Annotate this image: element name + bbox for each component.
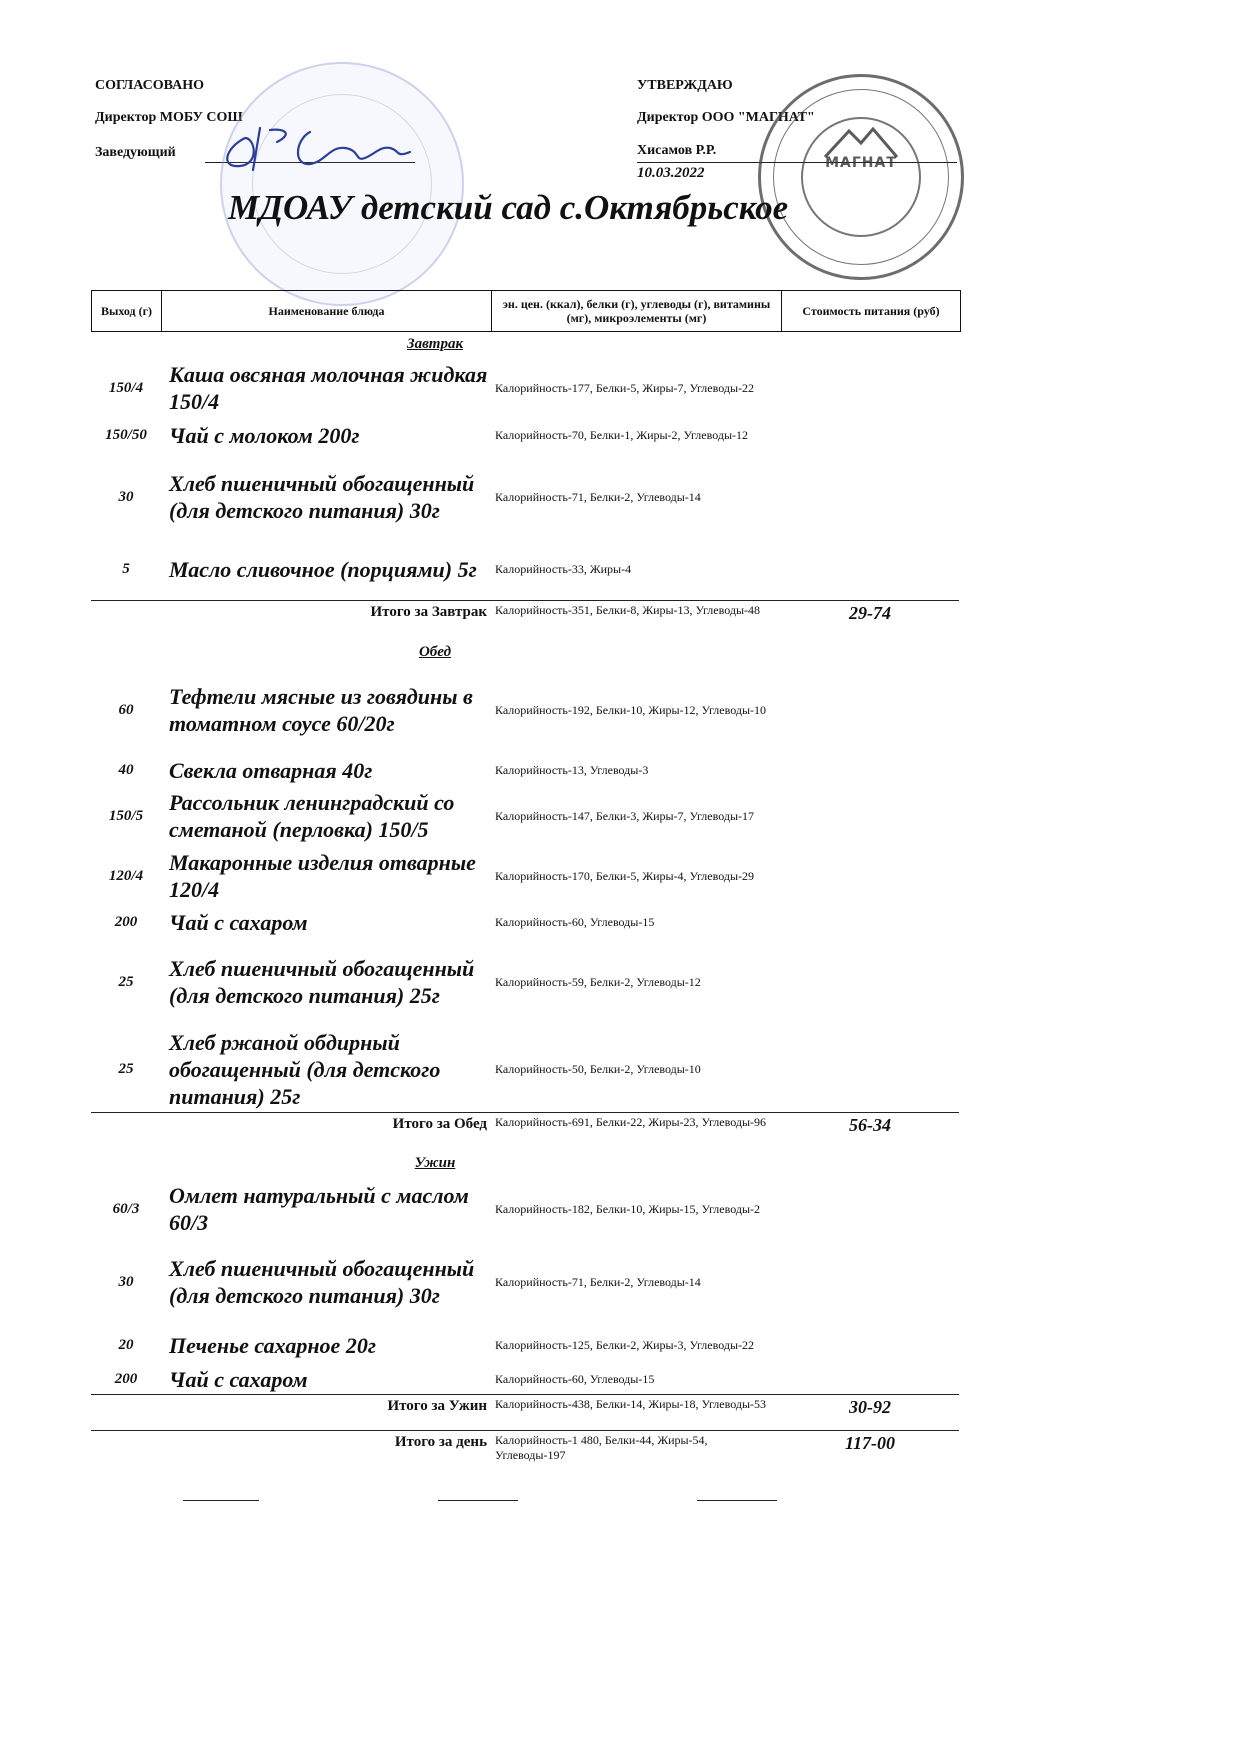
item-name: Рассольник ленинградский со сметаной (перловка) 150/5 — [169, 790, 455, 842]
signature-line-3 — [697, 1500, 777, 1501]
total-row-dinner — [91, 1397, 959, 1418]
approval-date: 10.03.2022 — [637, 165, 705, 181]
item-name: Чай с сахаром — [169, 909, 308, 935]
table-row — [91, 541, 959, 597]
table-row — [91, 907, 959, 937]
table-row — [91, 1181, 959, 1237]
col-output-header: Выход (г) — [92, 291, 162, 331]
item-name: Чай с сахаром — [169, 1366, 308, 1392]
item-name: Печенье сахарное 20г — [169, 1332, 376, 1358]
total-row-day — [91, 1433, 959, 1463]
table-header — [91, 290, 961, 332]
approve-label: УТВЕРЖДАЮ — [637, 78, 733, 93]
item-output: 60/3 — [112, 1200, 140, 1217]
total-cost: 30-92 — [849, 1397, 891, 1417]
right-name-label: Хисамов Р.Р. — [637, 143, 717, 158]
stamp-label: МАГНАТ — [825, 155, 897, 171]
item-name: Хлеб ржаной обдирный обогащенный (для детского питания) 25г — [169, 1029, 441, 1109]
item-nutrition: Калорийность-13, Углеводы-3 — [495, 762, 649, 777]
item-nutrition: Калорийность-59, Белки-2, Углеводы-12 — [495, 974, 701, 989]
table-row — [91, 940, 959, 1024]
item-nutrition: Калорийность-182, Белки-10, Жиры-15, Углеводы-2 — [495, 1201, 761, 1216]
head-label: Заведующий — [95, 145, 176, 160]
total-cost: 117-00 — [844, 1433, 895, 1453]
table-row — [91, 455, 959, 539]
signature-line-2 — [438, 1500, 518, 1501]
blue-stamp — [220, 62, 464, 306]
item-output: 200 — [114, 1370, 138, 1387]
stamp-mountain-icon — [823, 125, 899, 159]
item-nutrition: Калорийность-147, Белки-3, Жиры-7, Углеводы-17 — [495, 808, 755, 823]
table-row — [91, 418, 959, 452]
total-nutrition: Калорийность-351, Белки-8, Жиры-13, Углеводы-48 — [495, 603, 761, 617]
company-stamp — [758, 74, 964, 280]
item-output: 200 — [114, 913, 138, 930]
table-row — [91, 360, 959, 416]
total-row-breakfast — [91, 603, 959, 624]
item-name: Чай с молоком 200г — [169, 422, 360, 448]
left-director-label: Директор МОБУ СОШ — [95, 110, 243, 125]
item-name: Свекла отварная 40г — [169, 757, 373, 783]
total-label: Итого за день — [394, 1434, 487, 1450]
item-output: 60 — [118, 701, 134, 718]
agreed-label: СОГЛАСОВАНО — [95, 78, 204, 93]
item-output: 30 — [118, 1273, 134, 1290]
section-title-breakfast: Завтрак — [406, 336, 464, 352]
item-nutrition: Калорийность-71, Белки-2, Углеводы-14 — [495, 489, 701, 504]
divider — [91, 1112, 959, 1113]
item-name: Каша овсяная молочная жидкая 150/4 — [169, 362, 488, 414]
total-cost: 29-74 — [849, 603, 891, 623]
item-nutrition: Калорийность-60, Углеводы-15 — [495, 1371, 655, 1386]
divider — [91, 1430, 959, 1431]
item-name: Омлет натуральный с маслом 60/3 — [169, 1183, 469, 1235]
item-name: Хлеб пшеничный обогащенный (для детского питания) 30г — [169, 471, 475, 523]
total-nutrition: Калорийность-438, Белки-14, Жиры-18, Углеводы-53 — [495, 1397, 767, 1411]
item-output: 5 — [122, 560, 130, 577]
total-label: Итого за Ужин — [387, 1398, 487, 1414]
signature-line-1 — [183, 1500, 259, 1501]
document-title: МДОАУ детский сад с.Октябрьское — [228, 188, 789, 227]
total-nutrition: Калорийность-1 480, Белки-44, Жиры-54, Углеводы-197 — [495, 1433, 708, 1462]
item-name: Хлеб пшеничный обогащенный (для детского питания) 30г — [169, 1256, 475, 1308]
item-output: 20 — [118, 1336, 134, 1353]
col-nutrition-header: эн. цен. (ккал), белки (г), углеводы (г), витамины (мг), микроэлементы (мг) — [492, 291, 782, 331]
item-output: 25 — [118, 1060, 134, 1077]
item-nutrition: Калорийность-60, Углеводы-15 — [495, 914, 655, 929]
table-row — [91, 1027, 959, 1111]
item-output: 40 — [118, 761, 134, 778]
item-name: Макаронные изделия отварные 120/4 — [169, 850, 476, 902]
divider — [91, 1394, 959, 1395]
item-output: 120/4 — [108, 867, 144, 884]
item-output: 30 — [118, 488, 134, 505]
item-output: 150/4 — [108, 379, 144, 396]
item-output: 150/50 — [105, 426, 147, 443]
divider — [91, 600, 959, 601]
item-nutrition: Калорийность-70, Белки-1, Жиры-2, Углеводы-12 — [495, 427, 749, 442]
table-row — [91, 1240, 959, 1324]
col-cost-header: Стоимость питания (руб) — [802, 304, 940, 318]
item-nutrition: Калорийность-170, Белки-5, Жиры-4, Углеводы-29 — [495, 868, 755, 883]
item-nutrition: Калорийность-50, Белки-2, Углеводы-10 — [495, 1061, 701, 1076]
table-row — [91, 788, 959, 844]
table-row — [91, 1365, 959, 1393]
table-row — [91, 848, 959, 904]
item-nutrition: Калорийность-125, Белки-2, Жиры-3, Углеводы-22 — [495, 1337, 755, 1352]
item-output: 150/5 — [108, 807, 144, 824]
total-row-lunch — [91, 1115, 959, 1136]
table-row — [91, 668, 959, 752]
total-nutrition: Калорийность-691, Белки-22, Жиры-23, Углеводы-96 — [495, 1115, 767, 1129]
item-name: Масло сливочное (порциями) 5г — [169, 556, 477, 582]
item-name: Тефтели мясные из говядины в томатном соусе 60/20г — [169, 684, 473, 736]
total-cost: 56-34 — [849, 1115, 891, 1135]
item-name: Хлеб пшеничный обогащенный (для детского питания) 25г — [169, 956, 475, 1008]
table-row — [91, 755, 959, 785]
signature-left — [215, 118, 425, 178]
table-row — [91, 1327, 959, 1363]
total-label: Итого за Завтрак — [370, 604, 487, 620]
right-director-label: Директор ООО "МАГНАТ" — [637, 110, 815, 125]
item-nutrition: Калорийность-71, Белки-2, Углеводы-14 — [495, 1274, 701, 1289]
col-name-header: Наименование блюда — [162, 291, 492, 331]
item-nutrition: Калорийность-192, Белки-10, Жиры-12, Углеводы-10 — [495, 702, 767, 717]
total-label: Итого за Обед — [392, 1116, 487, 1132]
item-nutrition: Калорийность-33, Жиры-4 — [495, 561, 632, 576]
item-output: 25 — [118, 973, 134, 990]
item-nutrition: Калорийность-177, Белки-5, Жиры-7, Углеводы-22 — [495, 380, 755, 395]
section-title-dinner: Ужин — [414, 1155, 456, 1171]
section-title-lunch: Обед — [418, 644, 452, 660]
